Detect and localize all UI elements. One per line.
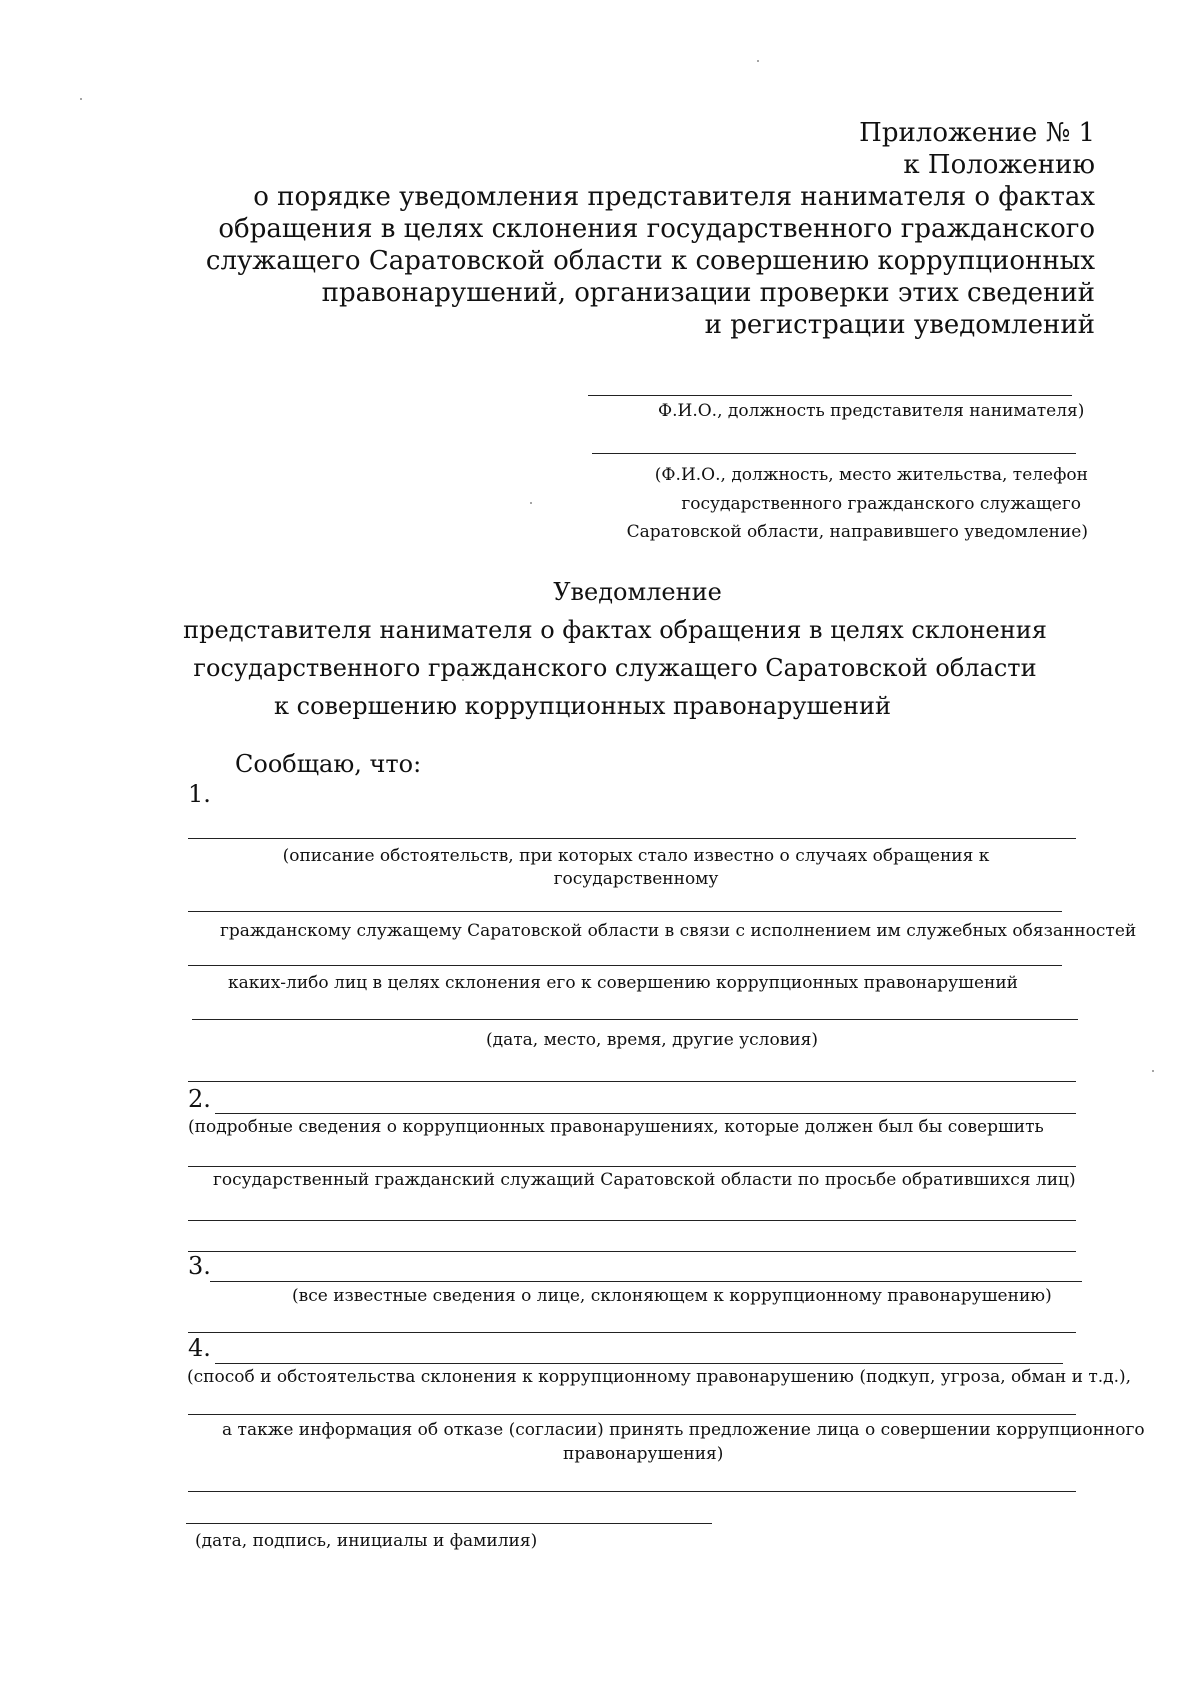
item-number: 3. — [188, 1252, 211, 1280]
fill-line — [188, 911, 1062, 912]
appendix-line: правонарушений, организации проверки этих сведений — [321, 278, 1095, 308]
sender-caption-line: государственного гражданского служащего — [681, 494, 1081, 514]
notice-title: Уведомление — [553, 578, 722, 606]
fill-line — [215, 1363, 1063, 1364]
sender-name-line — [592, 453, 1076, 454]
item-caption: (подробные сведения о коррупционных правонарушениях, которые должен был бы совершить — [188, 1117, 1044, 1137]
fill-line — [188, 1414, 1076, 1415]
appendix-line: к Положению — [903, 150, 1095, 180]
item-caption: (описание обстоятельств, при которых стало известно о случаях обращения к — [282, 846, 990, 866]
item-caption: государственный гражданский служащий Саратовской области по просьбе обратившихся лиц) — [213, 1170, 1076, 1190]
notice-subtitle-line: представителя нанимателя о фактах обращения в целях склонения — [183, 616, 1047, 644]
fill-line — [188, 838, 1076, 839]
scan-speck — [757, 60, 759, 62]
item-caption: а также информация об отказе (согласии) принять предложение лица о совершении коррупционного — [222, 1420, 1145, 1440]
fill-line — [215, 1113, 1076, 1114]
employer-name-line — [588, 395, 1072, 396]
fill-line — [192, 1019, 1078, 1020]
employer-caption: Ф.И.О., должность представителя нанимателя) — [658, 401, 1085, 421]
appendix-line: обращения в целях склонения государственного гражданского — [218, 214, 1095, 244]
sender-caption-line: Саратовской области, направившего уведомление) — [626, 522, 1088, 542]
fill-line — [188, 1251, 1076, 1252]
fill-line — [188, 965, 1062, 966]
fill-line — [188, 1491, 1076, 1492]
scan-speck — [530, 502, 532, 504]
item-number: 1. — [188, 780, 211, 808]
notice-subtitle-line: государственного гражданского служащего Саратовской области — [193, 654, 1037, 682]
intro-text: Сообщаю, что: — [235, 750, 422, 778]
appendix-line: служащего Саратовской области к совершению коррупционных — [205, 246, 1095, 276]
appendix-line: и регистрации уведомлений — [704, 310, 1095, 340]
item-caption: правонарушения) — [563, 1444, 724, 1464]
item-caption: каких-либо лиц в целях склонения его к совершению коррупционных правонарушений — [228, 973, 1018, 993]
fill-line — [188, 1166, 1076, 1167]
item-caption: государственному — [553, 869, 719, 889]
fill-line — [188, 1332, 1076, 1333]
signature-line — [186, 1523, 712, 1524]
fill-line — [210, 1281, 1082, 1282]
scan-speck — [1152, 1070, 1154, 1072]
item-number: 4. — [188, 1334, 211, 1362]
item-caption: (способ и обстоятельства склонения к коррупционному правонарушению (подкуп, угроза, обман и т.д.), — [187, 1367, 1132, 1387]
item-number: 2. — [188, 1085, 211, 1113]
fill-line — [188, 1081, 1076, 1082]
item-caption: гражданскому служащему Саратовской области в связи с исполнением им служебных обязанностей — [220, 921, 1137, 941]
item-caption: (дата, место, время, другие условия) — [486, 1030, 818, 1050]
notice-subtitle-line: к совершению коррупционных правонарушений — [274, 692, 891, 720]
fill-line — [188, 1220, 1076, 1221]
signature-caption: (дата, подпись, инициалы и фамилия) — [195, 1531, 538, 1551]
sender-caption-line: (Ф.И.О., должность, место жительства, телефон — [654, 465, 1088, 485]
item-caption: (все известные сведения о лице, склоняющем к коррупционному правонарушению) — [292, 1286, 1052, 1306]
appendix-line: о порядке уведомления представителя нанимателя о фактах — [253, 182, 1095, 212]
appendix-title: Приложение № 1 — [859, 118, 1095, 148]
scan-speck — [80, 98, 82, 100]
